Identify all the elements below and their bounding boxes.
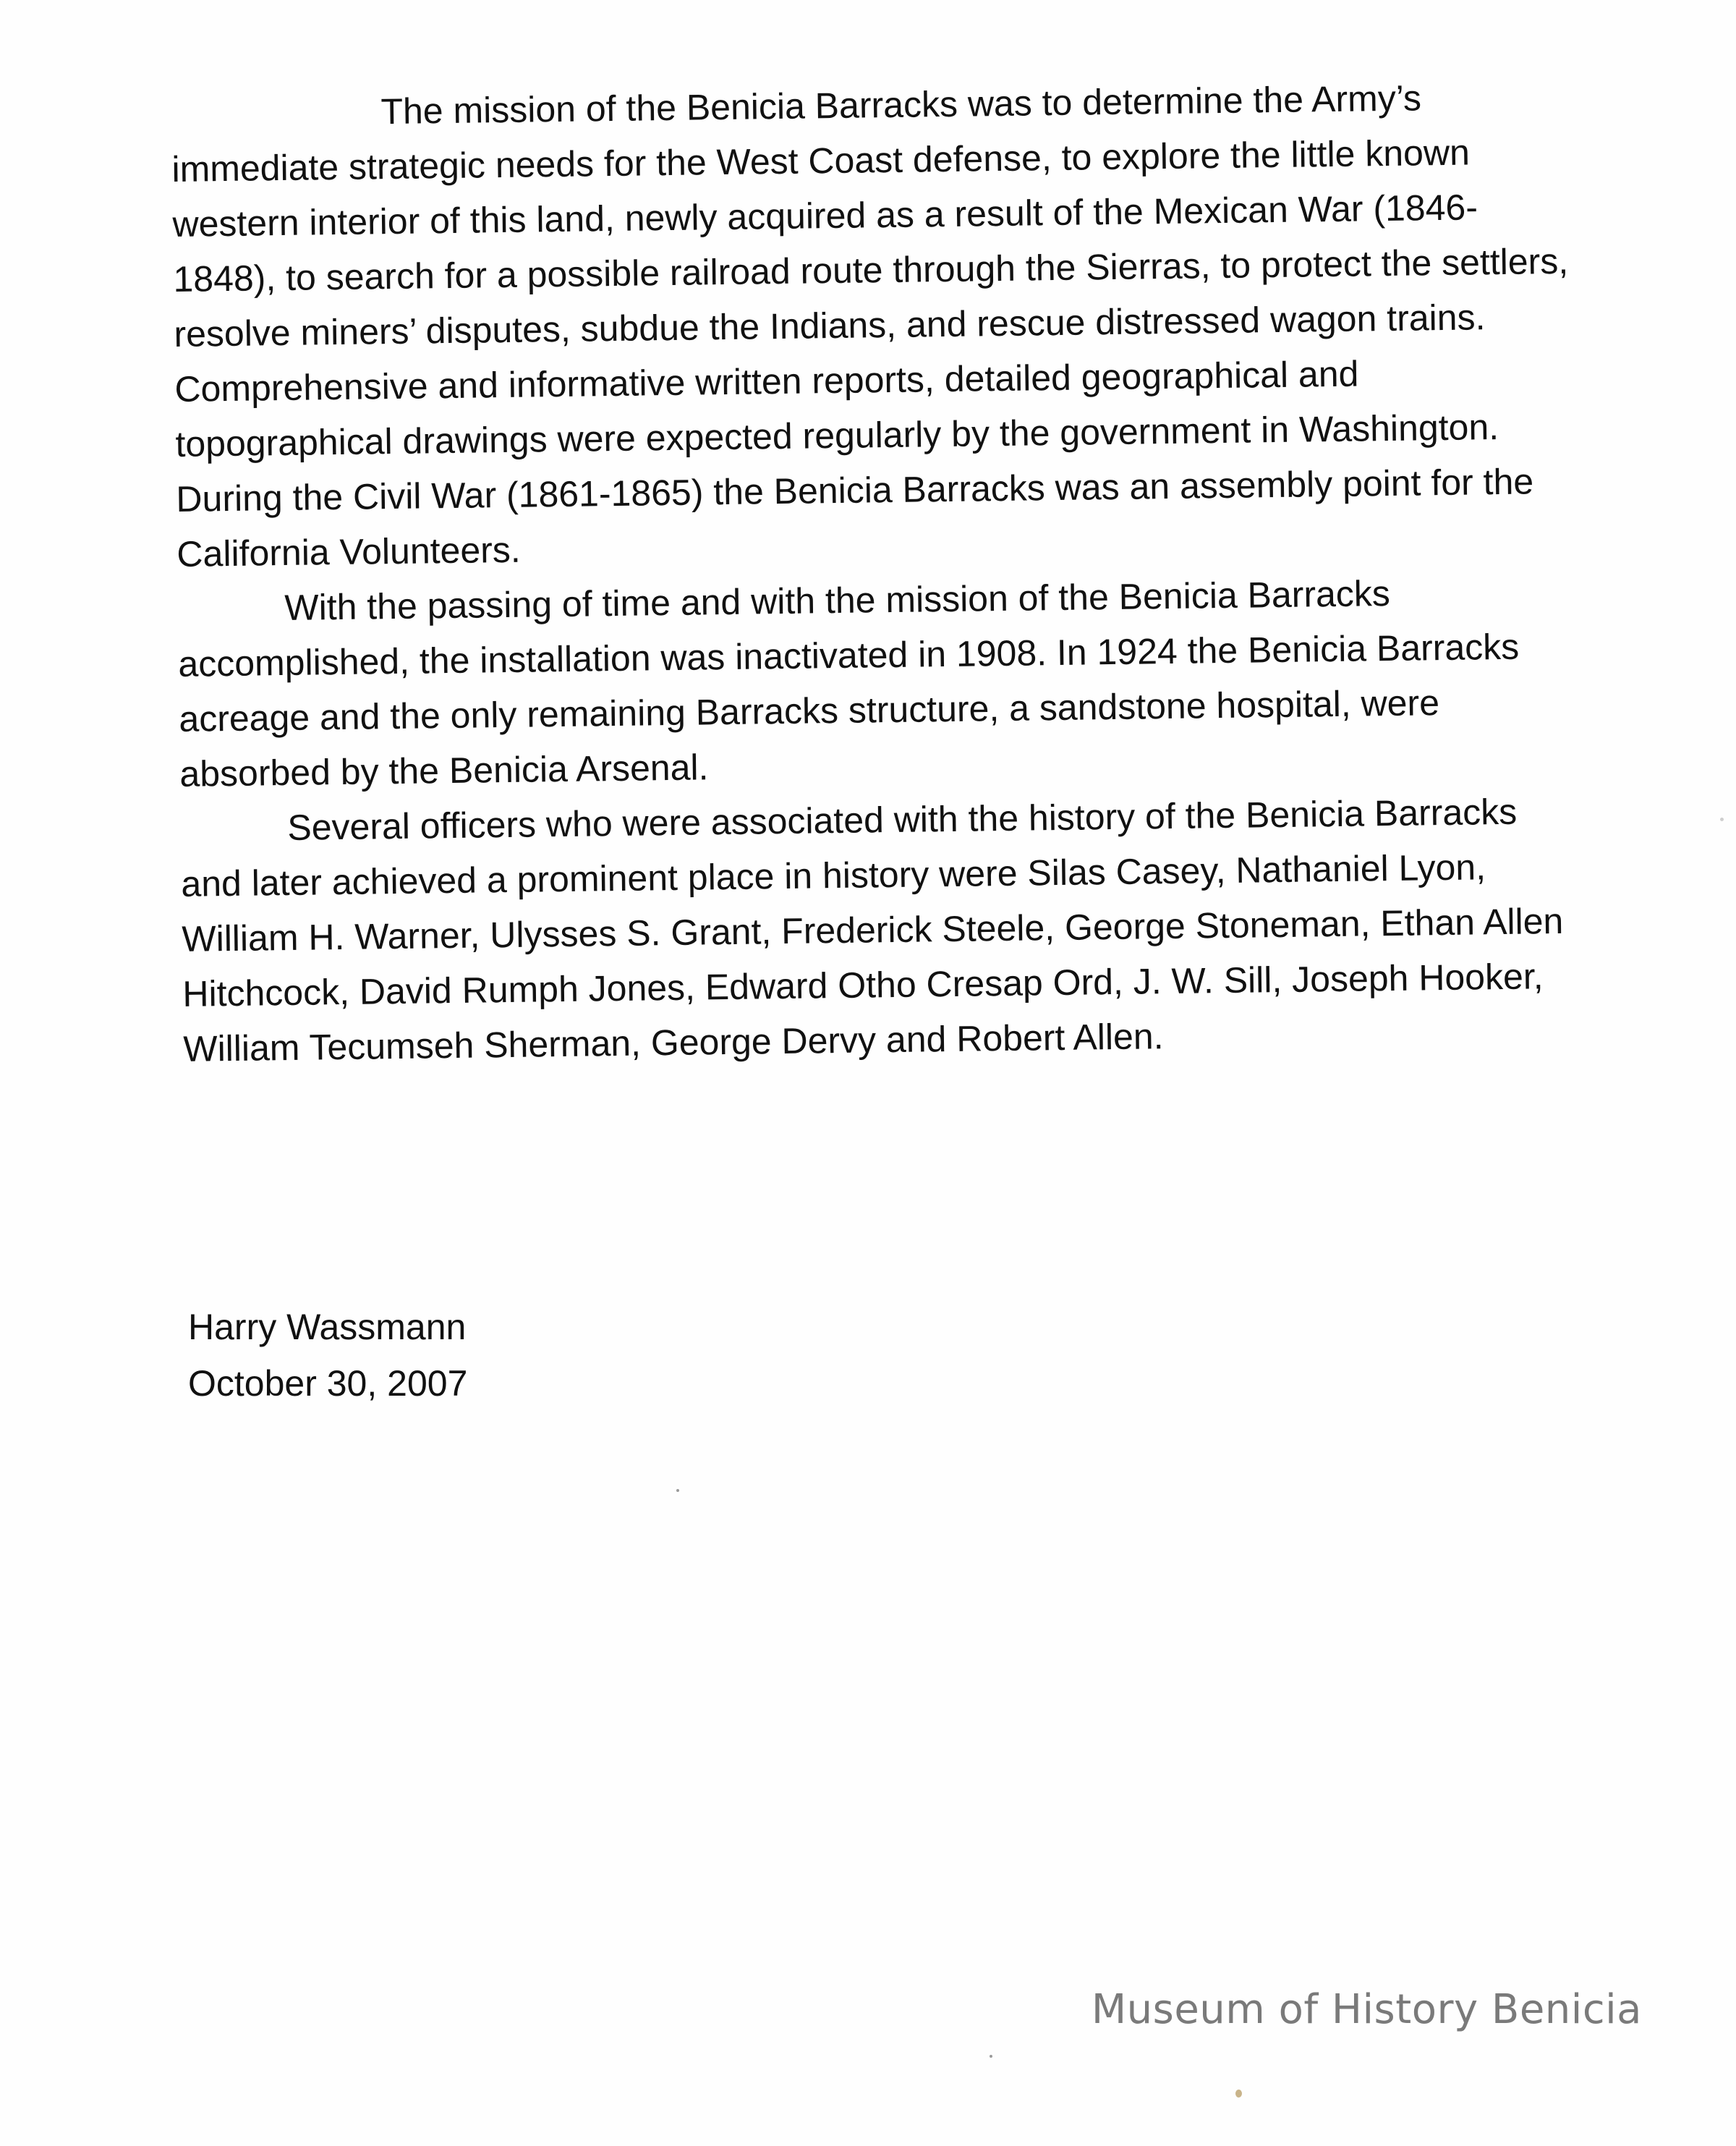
scan-speck <box>676 1489 679 1492</box>
paragraph-inactivation: With the passing of time and with the mission of the Benicia Barracks accomplished, the installation was inactivated in 1908. In 1924 the Benicia Barracks acreage and the only remaining Barracks structure, a sandstone hospital, were absorbed by the Benicia Arsenal. <box>178 572 1520 794</box>
museum-watermark: Museum of History Benicia <box>1091 1986 1642 2033</box>
author-name: Harry Wassmann <box>188 1307 467 1347</box>
paragraph-mission: The mission of the Benicia Barracks was to determine the Army’s immediate strategic needs for the West Coast defense, to explore the little known western interior of this land, newly acquired as a result of the Mexican War (1846-1848), to search for a possible railroad route through the Sierras, to protect the settlers, resolve miners’ disputes, subdue the Indians, and rescue distressed wagon trains. Comprehensive and informative written reports, detailed geographical and topographical drawings were expected regularly by the government in Washington. During the Civil War (1861-1865) the Benicia Barracks was an assembly point for the California Volunteers. <box>171 77 1569 574</box>
signature-block <box>188 1299 467 1412</box>
signature-date: October 30, 2007 <box>188 1363 468 1404</box>
document-body <box>171 69 1587 1077</box>
scan-speck <box>1235 2090 1242 2098</box>
paragraph-officers: Several officers who were associated with the history of the Benicia Barracks and later achieved a prominent place in history were Silas Casey, Nathaniel Lyon, William H. Warner, Ulysses S. Grant, Frederick Steele, George Stoneman, Ethan Allen Hitchcock, David Rumph Jones, Edward Otho Cresap Ord, J. W. Sill, Joseph Hooker, William Tecumseh Sherman, George Dervy and Robert Allen. <box>181 791 1564 1069</box>
scan-speck <box>990 2055 992 2058</box>
scan-speck <box>1720 818 1724 821</box>
